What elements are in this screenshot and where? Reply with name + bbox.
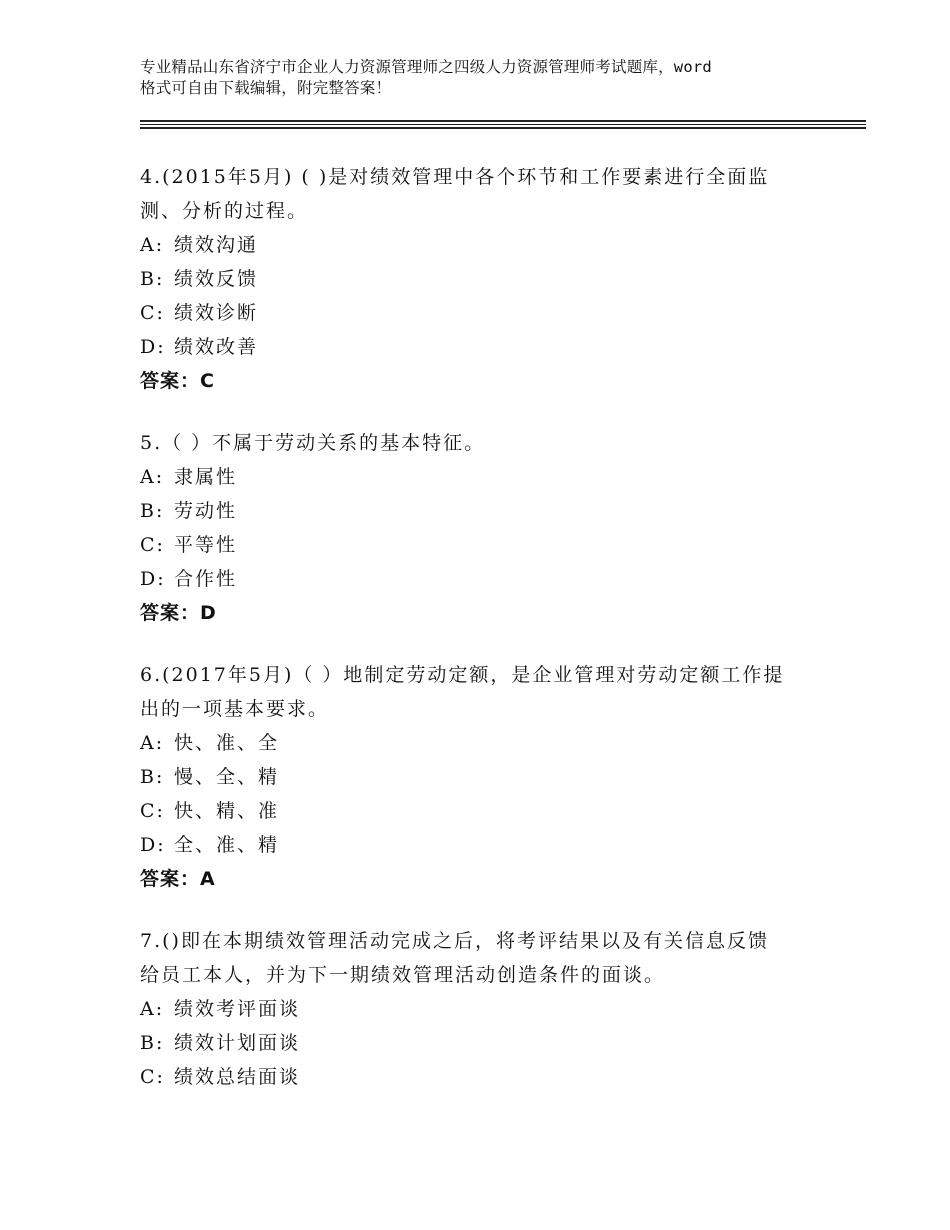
option-d <box>140 562 820 596</box>
option-d <box>140 330 820 364</box>
option-text: 慢、全、精 <box>174 766 280 788</box>
question-4 <box>140 160 820 398</box>
document-header <box>140 57 840 99</box>
option-c <box>140 528 820 562</box>
option-letter: D: <box>140 336 166 358</box>
option-b <box>140 494 820 528</box>
question-5 <box>140 426 820 630</box>
option-letter: A: <box>140 732 165 754</box>
option-a <box>140 726 820 760</box>
option-letter: B: <box>140 1032 165 1054</box>
option-b <box>140 760 820 794</box>
option-text: 劳动性 <box>174 500 238 522</box>
question-stem-line: 4.(2015年5月) ( )是对绩效管理中各个环节和工作要素进行全面监 <box>140 166 770 188</box>
option-letter: D: <box>140 568 166 590</box>
option-text: 绩效诊断 <box>174 302 259 324</box>
question-stem-line: 7.()即在本期绩效管理活动完成之后，将考评结果以及有关信息反馈 <box>140 930 769 952</box>
option-text: 平等性 <box>174 534 238 556</box>
option-letter: A: <box>140 466 165 488</box>
header-divider-top <box>140 120 866 122</box>
option-text: 全、准、精 <box>174 834 280 856</box>
option-letter: C: <box>140 800 165 822</box>
option-text: 绩效计划面谈 <box>174 1032 301 1054</box>
option-letter: B: <box>140 766 165 788</box>
option-text: 绩效改善 <box>174 336 259 358</box>
option-letter: C: <box>140 534 165 556</box>
question-stem-line: 5.（ ）不属于劳动关系的基本特征。 <box>140 432 486 454</box>
option-letter: A: <box>140 998 165 1020</box>
option-b <box>140 1026 820 1060</box>
option-letter: C: <box>140 1066 165 1088</box>
question-stem-line: 测、分析的过程。 <box>140 200 309 222</box>
option-text: 绩效反馈 <box>174 268 259 290</box>
question-7 <box>140 924 820 1094</box>
option-a <box>140 228 820 262</box>
question-list <box>140 160 820 1122</box>
option-text: 绩效考评面谈 <box>174 998 301 1020</box>
option-d <box>140 828 820 862</box>
option-letter: B: <box>140 500 165 522</box>
header-divider-bottom <box>140 127 866 129</box>
option-a <box>140 992 820 1026</box>
option-letter: A: <box>140 234 165 256</box>
option-letter: D: <box>140 834 166 856</box>
option-text: 绩效总结面谈 <box>174 1066 301 1088</box>
answer-label: 答案：C <box>140 370 215 392</box>
option-b <box>140 262 820 296</box>
option-c <box>140 296 820 330</box>
question-6 <box>140 658 820 896</box>
option-letter: C: <box>140 302 165 324</box>
header-line-2: 格式可自由下载编辑，附完整答案！ <box>140 79 392 97</box>
option-letter: B: <box>140 268 165 290</box>
option-c <box>140 1060 820 1094</box>
header-divider-middle <box>140 124 866 125</box>
option-a <box>140 460 820 494</box>
option-text: 绩效沟通 <box>174 234 259 256</box>
answer-label: 答案：A <box>140 868 216 890</box>
option-text: 隶属性 <box>174 466 238 488</box>
question-stem-line: 6.(2017年5月)（ ）地制定劳动定额，是企业管理对劳动定额工作提 <box>140 664 785 686</box>
option-text: 快、准、全 <box>174 732 280 754</box>
question-stem-line: 出的一项基本要求。 <box>140 698 330 720</box>
answer-label: 答案：D <box>140 602 217 624</box>
option-text: 快、精、准 <box>174 800 280 822</box>
option-text: 合作性 <box>174 568 238 590</box>
question-stem-line: 给员工本人，并为下一期绩效管理活动创造条件的面谈。 <box>140 964 666 986</box>
header-line-1: 专业精品山东省济宁市企业人力资源管理师之四级人力资源管理师考试题库，word <box>140 58 712 76</box>
option-c <box>140 794 820 828</box>
